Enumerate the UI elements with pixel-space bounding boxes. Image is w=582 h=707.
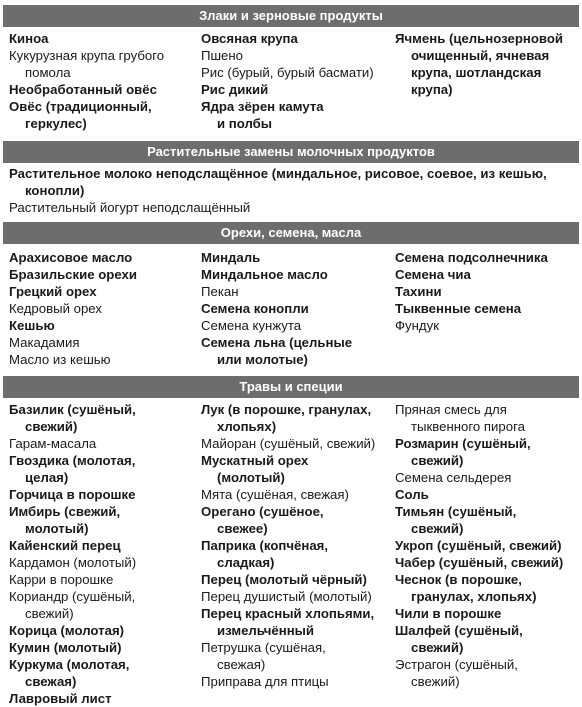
- list-item: Орегано (сушёное,: [201, 504, 324, 519]
- list-item: Лук (в порошке, гранулах,: [201, 402, 372, 417]
- list-item: целая): [25, 470, 69, 485]
- section-header-dairy: Растительные замены молочных продуктов: [3, 141, 579, 163]
- list-item: Миндаль: [201, 250, 261, 265]
- list-item: Чили в порошке: [395, 606, 502, 621]
- list-item: гранулах, хлопьях): [411, 589, 537, 604]
- list-item: Кумин (молотый): [9, 640, 122, 655]
- list-item: Рис дикий: [201, 82, 269, 97]
- list-item: свежий): [411, 674, 460, 689]
- list-item: свежий): [411, 453, 464, 468]
- list-item: Пекан: [201, 284, 239, 299]
- list-item: Семена конопли: [201, 301, 309, 316]
- herbs-column-2: [201, 401, 375, 690]
- list-item: Корица (молотая): [9, 623, 125, 638]
- list-item: Карри в порошке: [9, 572, 114, 587]
- list-item: Масло из кешью: [9, 352, 111, 367]
- list-item: Кукурузная крупа грубого: [9, 48, 165, 63]
- list-item: свежая): [25, 674, 77, 689]
- herbs-column-3: [395, 401, 563, 690]
- nuts-column-3: [395, 249, 548, 334]
- list-item: Ячмень (цельнозерновой: [395, 31, 564, 46]
- list-item: Семена сельдерея: [395, 470, 512, 485]
- herbs-column-1: [9, 401, 136, 707]
- list-item: Чеснок (в порошке,: [395, 572, 522, 587]
- list-item: Семена чиа: [395, 267, 471, 282]
- list-item: измельчённый: [217, 623, 315, 638]
- list-item: и полбы: [217, 116, 273, 131]
- list-item: хлопьях): [217, 419, 277, 434]
- list-item: свежий): [25, 606, 74, 621]
- list-item: свежее): [217, 521, 268, 536]
- list-item: свежий): [411, 640, 464, 655]
- list-item: Горчица в порошке: [9, 487, 136, 502]
- list-item: помола: [25, 65, 71, 80]
- list-item: Перец красный хлопьями,: [201, 606, 375, 621]
- grains-column-2: [201, 30, 374, 132]
- list-item: Мускатный орех: [201, 453, 309, 468]
- list-item: Необработанный овёс: [9, 82, 157, 97]
- list-item: Кориандр (сушёный,: [9, 589, 136, 604]
- list-item: Овёс (традиционный,: [9, 99, 152, 114]
- list-item: Шалфей (сушёный,: [395, 623, 523, 638]
- list-item: Пряная смесь для: [395, 402, 507, 417]
- nuts-column-1: [9, 249, 137, 368]
- list-item: Тыквенные семена: [395, 301, 522, 316]
- list-item: Арахисовое масло: [9, 250, 133, 265]
- list-item: Растительное молоко неподслащённое (миндальное, рисовое, соевое, из кешью,: [9, 166, 547, 181]
- list-item: крупа, шотландская: [411, 65, 542, 80]
- list-item: Мята (сушёная, свежая): [201, 487, 349, 502]
- list-item: Соль: [395, 487, 429, 502]
- list-item: геркулес): [25, 116, 87, 131]
- list-item: Майоран (сушёный, свежий): [201, 436, 376, 451]
- list-item: Грецкий орех: [9, 284, 97, 299]
- list-item: Гарам-масала: [9, 436, 97, 451]
- list-item: Тимьян (сушёный,: [395, 504, 517, 519]
- list-item: Эстрагон (сушёный,: [395, 657, 518, 672]
- list-item: Макадамия: [9, 335, 80, 350]
- list-item: Петрушка (сушёная,: [201, 640, 326, 655]
- list-item: Базилик (сушёный,: [9, 402, 136, 417]
- list-item: Чабер (сушёный, свежий): [395, 555, 564, 570]
- section-header-grains: Злаки и зерновые продукты: [3, 5, 579, 27]
- list-item: конопли): [25, 183, 85, 198]
- list-item: Ядра зёрен камута: [201, 99, 324, 114]
- list-item: Тахини: [395, 284, 442, 299]
- list-item: свежий): [25, 419, 78, 434]
- list-item: Семена льна (цельные: [201, 335, 353, 350]
- list-item: Фундук: [395, 318, 439, 333]
- nuts-column-2: [201, 249, 352, 368]
- list-item: Укроп (сушёный, свежий): [395, 538, 562, 553]
- list-item: Семена кунжута: [201, 318, 302, 333]
- grains-column-3: [395, 30, 563, 98]
- list-item: молотый): [25, 521, 89, 536]
- list-item: очищенный, ячневая: [411, 48, 550, 63]
- section-header-nuts: Орехи, семена, масла: [3, 222, 579, 244]
- list-item: Рис (бурый, бурый басмати): [201, 65, 374, 80]
- list-item: Лавровый лист: [9, 691, 112, 706]
- list-item: Кешью: [9, 318, 55, 333]
- list-item: Перец (молотый чёрный): [201, 572, 367, 587]
- list-item: (молотый): [217, 470, 285, 485]
- list-item: Овсяная крупа: [201, 31, 298, 46]
- list-item: свежая): [217, 657, 266, 672]
- list-item: Кардамон (молотый): [9, 555, 137, 570]
- list-item: или молотые): [217, 352, 308, 367]
- list-item: Миндальное масло: [201, 267, 328, 282]
- dairy-column-1: [9, 165, 547, 216]
- list-item: Киноа: [9, 31, 49, 46]
- list-item: Приправа для птицы: [201, 674, 329, 689]
- list-item: Имбирь (свежий,: [9, 504, 121, 519]
- list-item: Семена подсолнечника: [395, 250, 548, 265]
- list-item: Перец душистый (молотый): [201, 589, 372, 604]
- list-item: Кедровый орех: [9, 301, 102, 316]
- list-item: крупа): [411, 82, 453, 97]
- list-item: Кайенский перец: [9, 538, 121, 553]
- list-item: свежий): [411, 521, 464, 536]
- grains-column-1: [9, 30, 164, 132]
- list-item: Бразильские орехи: [9, 267, 137, 282]
- list-item: тыквенного пирога: [411, 419, 525, 434]
- list-item: Растительный йогурт неподслащённый: [9, 200, 251, 215]
- list-item: Паприка (копчёная,: [201, 538, 329, 553]
- list-item: Гвоздика (молотая,: [9, 453, 136, 468]
- list-item: Куркума (молотая,: [9, 657, 130, 672]
- section-header-herbs: Травы и специи: [3, 376, 579, 398]
- list-item: Пшено: [201, 48, 244, 63]
- list-item: сладкая): [217, 555, 275, 570]
- list-item: Розмарин (сушёный,: [395, 436, 531, 451]
